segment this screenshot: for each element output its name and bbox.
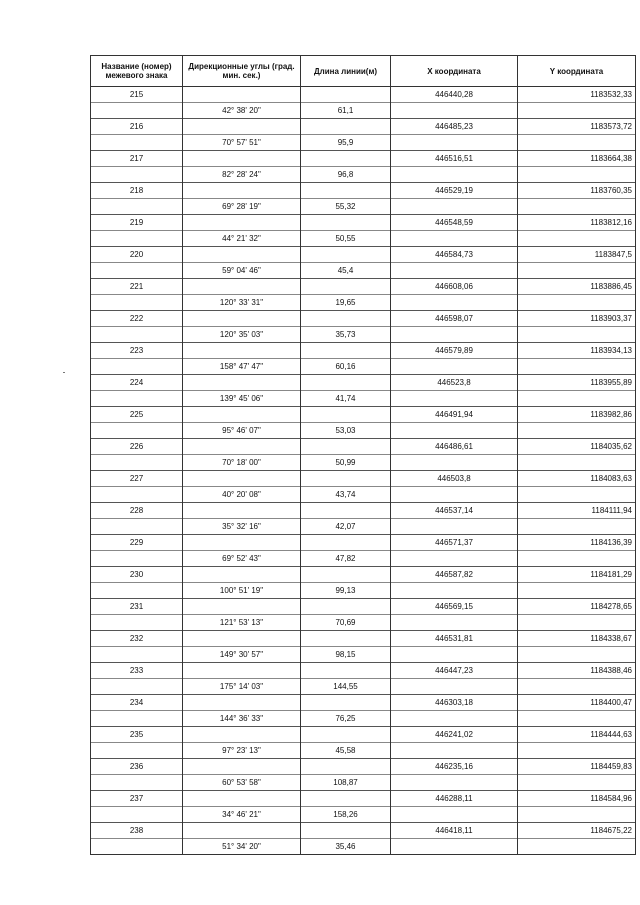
direction-angle: 51° 34' 20" xyxy=(183,839,301,855)
empty-cell xyxy=(391,807,518,823)
direction-angle: 70° 57' 51" xyxy=(183,135,301,151)
x-coordinate: 446537,14 xyxy=(391,503,518,519)
x-coordinate: 446418,11 xyxy=(391,823,518,839)
x-coordinate: 446569,15 xyxy=(391,599,518,615)
table-row xyxy=(91,423,636,439)
empty-cell xyxy=(183,119,301,135)
x-coordinate: 446523,8 xyxy=(391,375,518,391)
point-name: 225 xyxy=(91,407,183,423)
empty-cell xyxy=(301,471,391,487)
direction-angle: 40° 20' 08" xyxy=(183,487,301,503)
line-length: 45,4 xyxy=(301,263,391,279)
table-row xyxy=(91,311,636,327)
empty-cell xyxy=(91,199,183,215)
empty-cell xyxy=(391,167,518,183)
empty-cell xyxy=(183,663,301,679)
table-row xyxy=(91,439,636,455)
line-length: 50,55 xyxy=(301,231,391,247)
empty-cell xyxy=(391,455,518,471)
empty-cell xyxy=(391,647,518,663)
empty-cell xyxy=(391,775,518,791)
table-row xyxy=(91,103,636,119)
empty-cell xyxy=(301,663,391,679)
table-row xyxy=(91,343,636,359)
empty-cell xyxy=(518,199,636,215)
empty-cell xyxy=(391,103,518,119)
boundary-coordinates-table xyxy=(90,55,636,855)
line-length: 45,58 xyxy=(301,743,391,759)
empty-cell xyxy=(91,615,183,631)
empty-cell xyxy=(91,711,183,727)
table-row xyxy=(91,183,636,199)
y-coordinate: 1183573,72 xyxy=(518,119,636,135)
header-line-length: Длина линии(м) xyxy=(301,56,391,87)
x-coordinate: 446303,18 xyxy=(391,695,518,711)
empty-cell xyxy=(91,519,183,535)
table-row xyxy=(91,215,636,231)
line-length: 47,82 xyxy=(301,551,391,567)
table-row xyxy=(91,551,636,567)
line-length: 61,1 xyxy=(301,103,391,119)
table-row xyxy=(91,759,636,775)
direction-angle: 175° 14' 03" xyxy=(183,679,301,695)
empty-cell xyxy=(391,295,518,311)
empty-cell xyxy=(91,135,183,151)
empty-cell xyxy=(518,679,636,695)
table-row xyxy=(91,151,636,167)
y-coordinate: 1184338,67 xyxy=(518,631,636,647)
empty-cell xyxy=(391,711,518,727)
empty-cell xyxy=(391,839,518,855)
point-name: 234 xyxy=(91,695,183,711)
point-name: 215 xyxy=(91,87,183,103)
x-coordinate: 446529,19 xyxy=(391,183,518,199)
empty-cell xyxy=(183,311,301,327)
table-row xyxy=(91,615,636,631)
empty-cell xyxy=(183,343,301,359)
empty-cell xyxy=(301,695,391,711)
point-name: 222 xyxy=(91,311,183,327)
empty-cell xyxy=(301,87,391,103)
line-length: 76,25 xyxy=(301,711,391,727)
empty-cell xyxy=(91,775,183,791)
point-name: 236 xyxy=(91,759,183,775)
empty-cell xyxy=(518,711,636,727)
x-coordinate: 446571,37 xyxy=(391,535,518,551)
direction-angle: 120° 35' 03" xyxy=(183,327,301,343)
line-length: 95,9 xyxy=(301,135,391,151)
empty-cell xyxy=(301,279,391,295)
point-name: 226 xyxy=(91,439,183,455)
empty-cell xyxy=(91,455,183,471)
empty-cell xyxy=(518,647,636,663)
empty-cell xyxy=(301,503,391,519)
table-row xyxy=(91,583,636,599)
y-coordinate: 1183532,33 xyxy=(518,87,636,103)
direction-angle: 60° 53' 58" xyxy=(183,775,301,791)
direction-angle: 44° 21' 32" xyxy=(183,231,301,247)
table-row xyxy=(91,711,636,727)
point-name: 216 xyxy=(91,119,183,135)
y-coordinate: 1183934,13 xyxy=(518,343,636,359)
table-row xyxy=(91,279,636,295)
empty-cell xyxy=(183,599,301,615)
x-coordinate: 446485,23 xyxy=(391,119,518,135)
y-coordinate: 1184400,47 xyxy=(518,695,636,711)
empty-cell xyxy=(183,727,301,743)
empty-cell xyxy=(518,167,636,183)
point-name: 223 xyxy=(91,343,183,359)
empty-cell xyxy=(91,583,183,599)
point-name: 232 xyxy=(91,631,183,647)
x-coordinate: 446486,61 xyxy=(391,439,518,455)
direction-angle: 97° 23' 13" xyxy=(183,743,301,759)
direction-angle: 70° 18' 00" xyxy=(183,455,301,471)
point-name: 229 xyxy=(91,535,183,551)
point-name: 233 xyxy=(91,663,183,679)
table-row xyxy=(91,359,636,375)
point-name: 231 xyxy=(91,599,183,615)
empty-cell xyxy=(91,743,183,759)
table-row xyxy=(91,455,636,471)
table-row xyxy=(91,695,636,711)
empty-cell xyxy=(391,487,518,503)
empty-cell xyxy=(518,455,636,471)
table-row xyxy=(91,823,636,839)
empty-cell xyxy=(183,407,301,423)
header-row xyxy=(91,56,636,87)
line-length: 42,07 xyxy=(301,519,391,535)
y-coordinate: 1183760,35 xyxy=(518,183,636,199)
y-coordinate: 1183955,89 xyxy=(518,375,636,391)
table-row xyxy=(91,647,636,663)
direction-angle: 149° 30' 57" xyxy=(183,647,301,663)
empty-cell xyxy=(391,135,518,151)
empty-cell xyxy=(91,263,183,279)
point-name: 221 xyxy=(91,279,183,295)
empty-cell xyxy=(391,423,518,439)
direction-angle: 144° 36' 33" xyxy=(183,711,301,727)
empty-cell xyxy=(183,87,301,103)
table-row xyxy=(91,487,636,503)
empty-cell xyxy=(301,375,391,391)
table-row xyxy=(91,391,636,407)
empty-cell xyxy=(183,695,301,711)
empty-cell xyxy=(301,247,391,263)
point-name: 235 xyxy=(91,727,183,743)
empty-cell xyxy=(183,151,301,167)
line-length: 144,55 xyxy=(301,679,391,695)
table-row xyxy=(91,775,636,791)
table-row xyxy=(91,743,636,759)
empty-cell xyxy=(91,807,183,823)
empty-cell xyxy=(91,359,183,375)
x-coordinate: 446440,28 xyxy=(391,87,518,103)
x-coordinate: 446235,16 xyxy=(391,759,518,775)
table-row xyxy=(91,839,636,855)
empty-cell xyxy=(391,519,518,535)
empty-cell xyxy=(518,743,636,759)
x-coordinate: 446288,11 xyxy=(391,791,518,807)
direction-angle: 42° 38' 20" xyxy=(183,103,301,119)
empty-cell xyxy=(518,519,636,535)
empty-cell xyxy=(91,231,183,247)
table-row xyxy=(91,471,636,487)
empty-cell xyxy=(518,551,636,567)
empty-cell xyxy=(391,263,518,279)
empty-cell xyxy=(301,791,391,807)
line-length: 70,69 xyxy=(301,615,391,631)
point-name: 228 xyxy=(91,503,183,519)
direction-angle: 69° 28' 19" xyxy=(183,199,301,215)
empty-cell xyxy=(183,503,301,519)
empty-cell xyxy=(518,295,636,311)
empty-cell xyxy=(183,567,301,583)
direction-angle: 120° 33' 31" xyxy=(183,295,301,311)
direction-angle: 95° 46' 07" xyxy=(183,423,301,439)
empty-cell xyxy=(183,535,301,551)
table-row xyxy=(91,663,636,679)
empty-cell xyxy=(301,343,391,359)
empty-cell xyxy=(391,327,518,343)
y-coordinate: 1183664,38 xyxy=(518,151,636,167)
empty-cell xyxy=(391,615,518,631)
line-length: 35,73 xyxy=(301,327,391,343)
direction-angle: 69° 52' 43" xyxy=(183,551,301,567)
empty-cell xyxy=(518,327,636,343)
empty-cell xyxy=(518,135,636,151)
table-row xyxy=(91,119,636,135)
table-row xyxy=(91,375,636,391)
point-name: 230 xyxy=(91,567,183,583)
empty-cell xyxy=(391,583,518,599)
empty-cell xyxy=(91,391,183,407)
line-length: 108,87 xyxy=(301,775,391,791)
empty-cell xyxy=(518,583,636,599)
x-coordinate: 446598,07 xyxy=(391,311,518,327)
direction-angle: 121° 53' 13" xyxy=(183,615,301,631)
table-row xyxy=(91,87,636,103)
empty-cell xyxy=(518,423,636,439)
table-row xyxy=(91,679,636,695)
empty-cell xyxy=(301,183,391,199)
y-coordinate: 1184035,62 xyxy=(518,439,636,455)
empty-cell xyxy=(518,263,636,279)
header-point-name: Название (номер) межевого знака xyxy=(91,56,183,87)
table-row xyxy=(91,135,636,151)
empty-cell xyxy=(391,551,518,567)
empty-cell xyxy=(301,631,391,647)
point-name: 217 xyxy=(91,151,183,167)
empty-cell xyxy=(391,391,518,407)
x-coordinate: 446587,82 xyxy=(391,567,518,583)
empty-cell xyxy=(183,279,301,295)
y-coordinate: 1184459,83 xyxy=(518,759,636,775)
empty-cell xyxy=(301,727,391,743)
y-coordinate: 1184278,65 xyxy=(518,599,636,615)
x-coordinate: 446241,02 xyxy=(391,727,518,743)
table-row xyxy=(91,295,636,311)
empty-cell xyxy=(183,471,301,487)
empty-cell xyxy=(183,375,301,391)
table-row xyxy=(91,631,636,647)
empty-cell xyxy=(391,199,518,215)
point-name: 238 xyxy=(91,823,183,839)
empty-cell xyxy=(91,551,183,567)
line-length: 41,74 xyxy=(301,391,391,407)
empty-cell xyxy=(91,423,183,439)
line-length: 99,13 xyxy=(301,583,391,599)
x-coordinate: 446491,94 xyxy=(391,407,518,423)
direction-angle: 158° 47' 47" xyxy=(183,359,301,375)
empty-cell xyxy=(183,439,301,455)
empty-cell xyxy=(91,103,183,119)
empty-cell xyxy=(301,439,391,455)
empty-cell xyxy=(183,215,301,231)
direction-angle: 100° 51' 19" xyxy=(183,583,301,599)
header-direction-angle: Дирекционные углы (град. мин. сек.) xyxy=(183,56,301,87)
x-coordinate: 446516,51 xyxy=(391,151,518,167)
y-coordinate: 1183982,86 xyxy=(518,407,636,423)
table-row xyxy=(91,247,636,263)
table-row xyxy=(91,199,636,215)
empty-cell xyxy=(91,295,183,311)
empty-cell xyxy=(301,567,391,583)
direction-angle: 59° 04' 46" xyxy=(183,263,301,279)
empty-cell xyxy=(518,615,636,631)
line-length: 43,74 xyxy=(301,487,391,503)
y-coordinate: 1184111,94 xyxy=(518,503,636,519)
empty-cell xyxy=(391,359,518,375)
y-coordinate: 1183847,5 xyxy=(518,247,636,263)
empty-cell xyxy=(91,327,183,343)
empty-cell xyxy=(183,183,301,199)
y-coordinate: 1184444,63 xyxy=(518,727,636,743)
empty-cell xyxy=(183,791,301,807)
empty-cell xyxy=(301,151,391,167)
empty-cell xyxy=(301,535,391,551)
table-row xyxy=(91,327,636,343)
line-length: 53,03 xyxy=(301,423,391,439)
point-name: 220 xyxy=(91,247,183,263)
y-coordinate: 1183812,16 xyxy=(518,215,636,231)
table-row xyxy=(91,407,636,423)
y-coordinate: 1183903,37 xyxy=(518,311,636,327)
line-length: 98,15 xyxy=(301,647,391,663)
table-row xyxy=(91,231,636,247)
table-row xyxy=(91,263,636,279)
empty-cell xyxy=(518,103,636,119)
table-row xyxy=(91,503,636,519)
line-length: 96,8 xyxy=(301,167,391,183)
direction-angle: 35° 32' 16" xyxy=(183,519,301,535)
empty-cell xyxy=(91,839,183,855)
empty-cell xyxy=(301,119,391,135)
empty-cell xyxy=(183,631,301,647)
empty-cell xyxy=(301,759,391,775)
direction-angle: 34° 46' 21" xyxy=(183,807,301,823)
table-row xyxy=(91,727,636,743)
direction-angle: 139° 45' 06" xyxy=(183,391,301,407)
line-length: 50,99 xyxy=(301,455,391,471)
y-coordinate: 1184136,39 xyxy=(518,535,636,551)
empty-cell xyxy=(301,599,391,615)
table-row xyxy=(91,791,636,807)
empty-cell xyxy=(183,247,301,263)
x-coordinate: 446447,23 xyxy=(391,663,518,679)
header-x-coordinate: X координата xyxy=(391,56,518,87)
point-name: 224 xyxy=(91,375,183,391)
empty-cell xyxy=(518,391,636,407)
empty-cell xyxy=(391,743,518,759)
x-coordinate: 446548,59 xyxy=(391,215,518,231)
x-coordinate: 446531,81 xyxy=(391,631,518,647)
point-name: 237 xyxy=(91,791,183,807)
empty-cell xyxy=(91,167,183,183)
empty-cell xyxy=(518,839,636,855)
empty-cell xyxy=(518,231,636,247)
empty-cell xyxy=(301,311,391,327)
scan-speck xyxy=(63,372,65,373)
table-row xyxy=(91,535,636,551)
y-coordinate: 1184675,22 xyxy=(518,823,636,839)
line-length: 19,65 xyxy=(301,295,391,311)
table-body xyxy=(91,87,636,855)
table-row xyxy=(91,519,636,535)
empty-cell xyxy=(391,679,518,695)
empty-cell xyxy=(183,759,301,775)
empty-cell xyxy=(518,775,636,791)
empty-cell xyxy=(301,215,391,231)
x-coordinate: 446584,73 xyxy=(391,247,518,263)
y-coordinate: 1184181,29 xyxy=(518,567,636,583)
line-length: 158,26 xyxy=(301,807,391,823)
empty-cell xyxy=(183,823,301,839)
empty-cell xyxy=(91,487,183,503)
x-coordinate: 446503,8 xyxy=(391,471,518,487)
y-coordinate: 1184388,46 xyxy=(518,663,636,679)
x-coordinate: 446579,89 xyxy=(391,343,518,359)
empty-cell xyxy=(518,487,636,503)
empty-cell xyxy=(518,807,636,823)
y-coordinate: 1184083,63 xyxy=(518,471,636,487)
point-name: 219 xyxy=(91,215,183,231)
y-coordinate: 1183886,45 xyxy=(518,279,636,295)
table-row xyxy=(91,167,636,183)
table-row xyxy=(91,567,636,583)
y-coordinate: 1184584,96 xyxy=(518,791,636,807)
table-row xyxy=(91,807,636,823)
direction-angle: 82° 28' 24" xyxy=(183,167,301,183)
line-length: 35,46 xyxy=(301,839,391,855)
table-header xyxy=(91,56,636,87)
empty-cell xyxy=(518,359,636,375)
table-row xyxy=(91,599,636,615)
x-coordinate: 446608,06 xyxy=(391,279,518,295)
empty-cell xyxy=(91,647,183,663)
empty-cell xyxy=(301,407,391,423)
point-name: 218 xyxy=(91,183,183,199)
header-y-coordinate: Y координата xyxy=(518,56,636,87)
empty-cell xyxy=(301,823,391,839)
empty-cell xyxy=(391,231,518,247)
line-length: 55,32 xyxy=(301,199,391,215)
line-length: 60,16 xyxy=(301,359,391,375)
point-name: 227 xyxy=(91,471,183,487)
empty-cell xyxy=(91,679,183,695)
